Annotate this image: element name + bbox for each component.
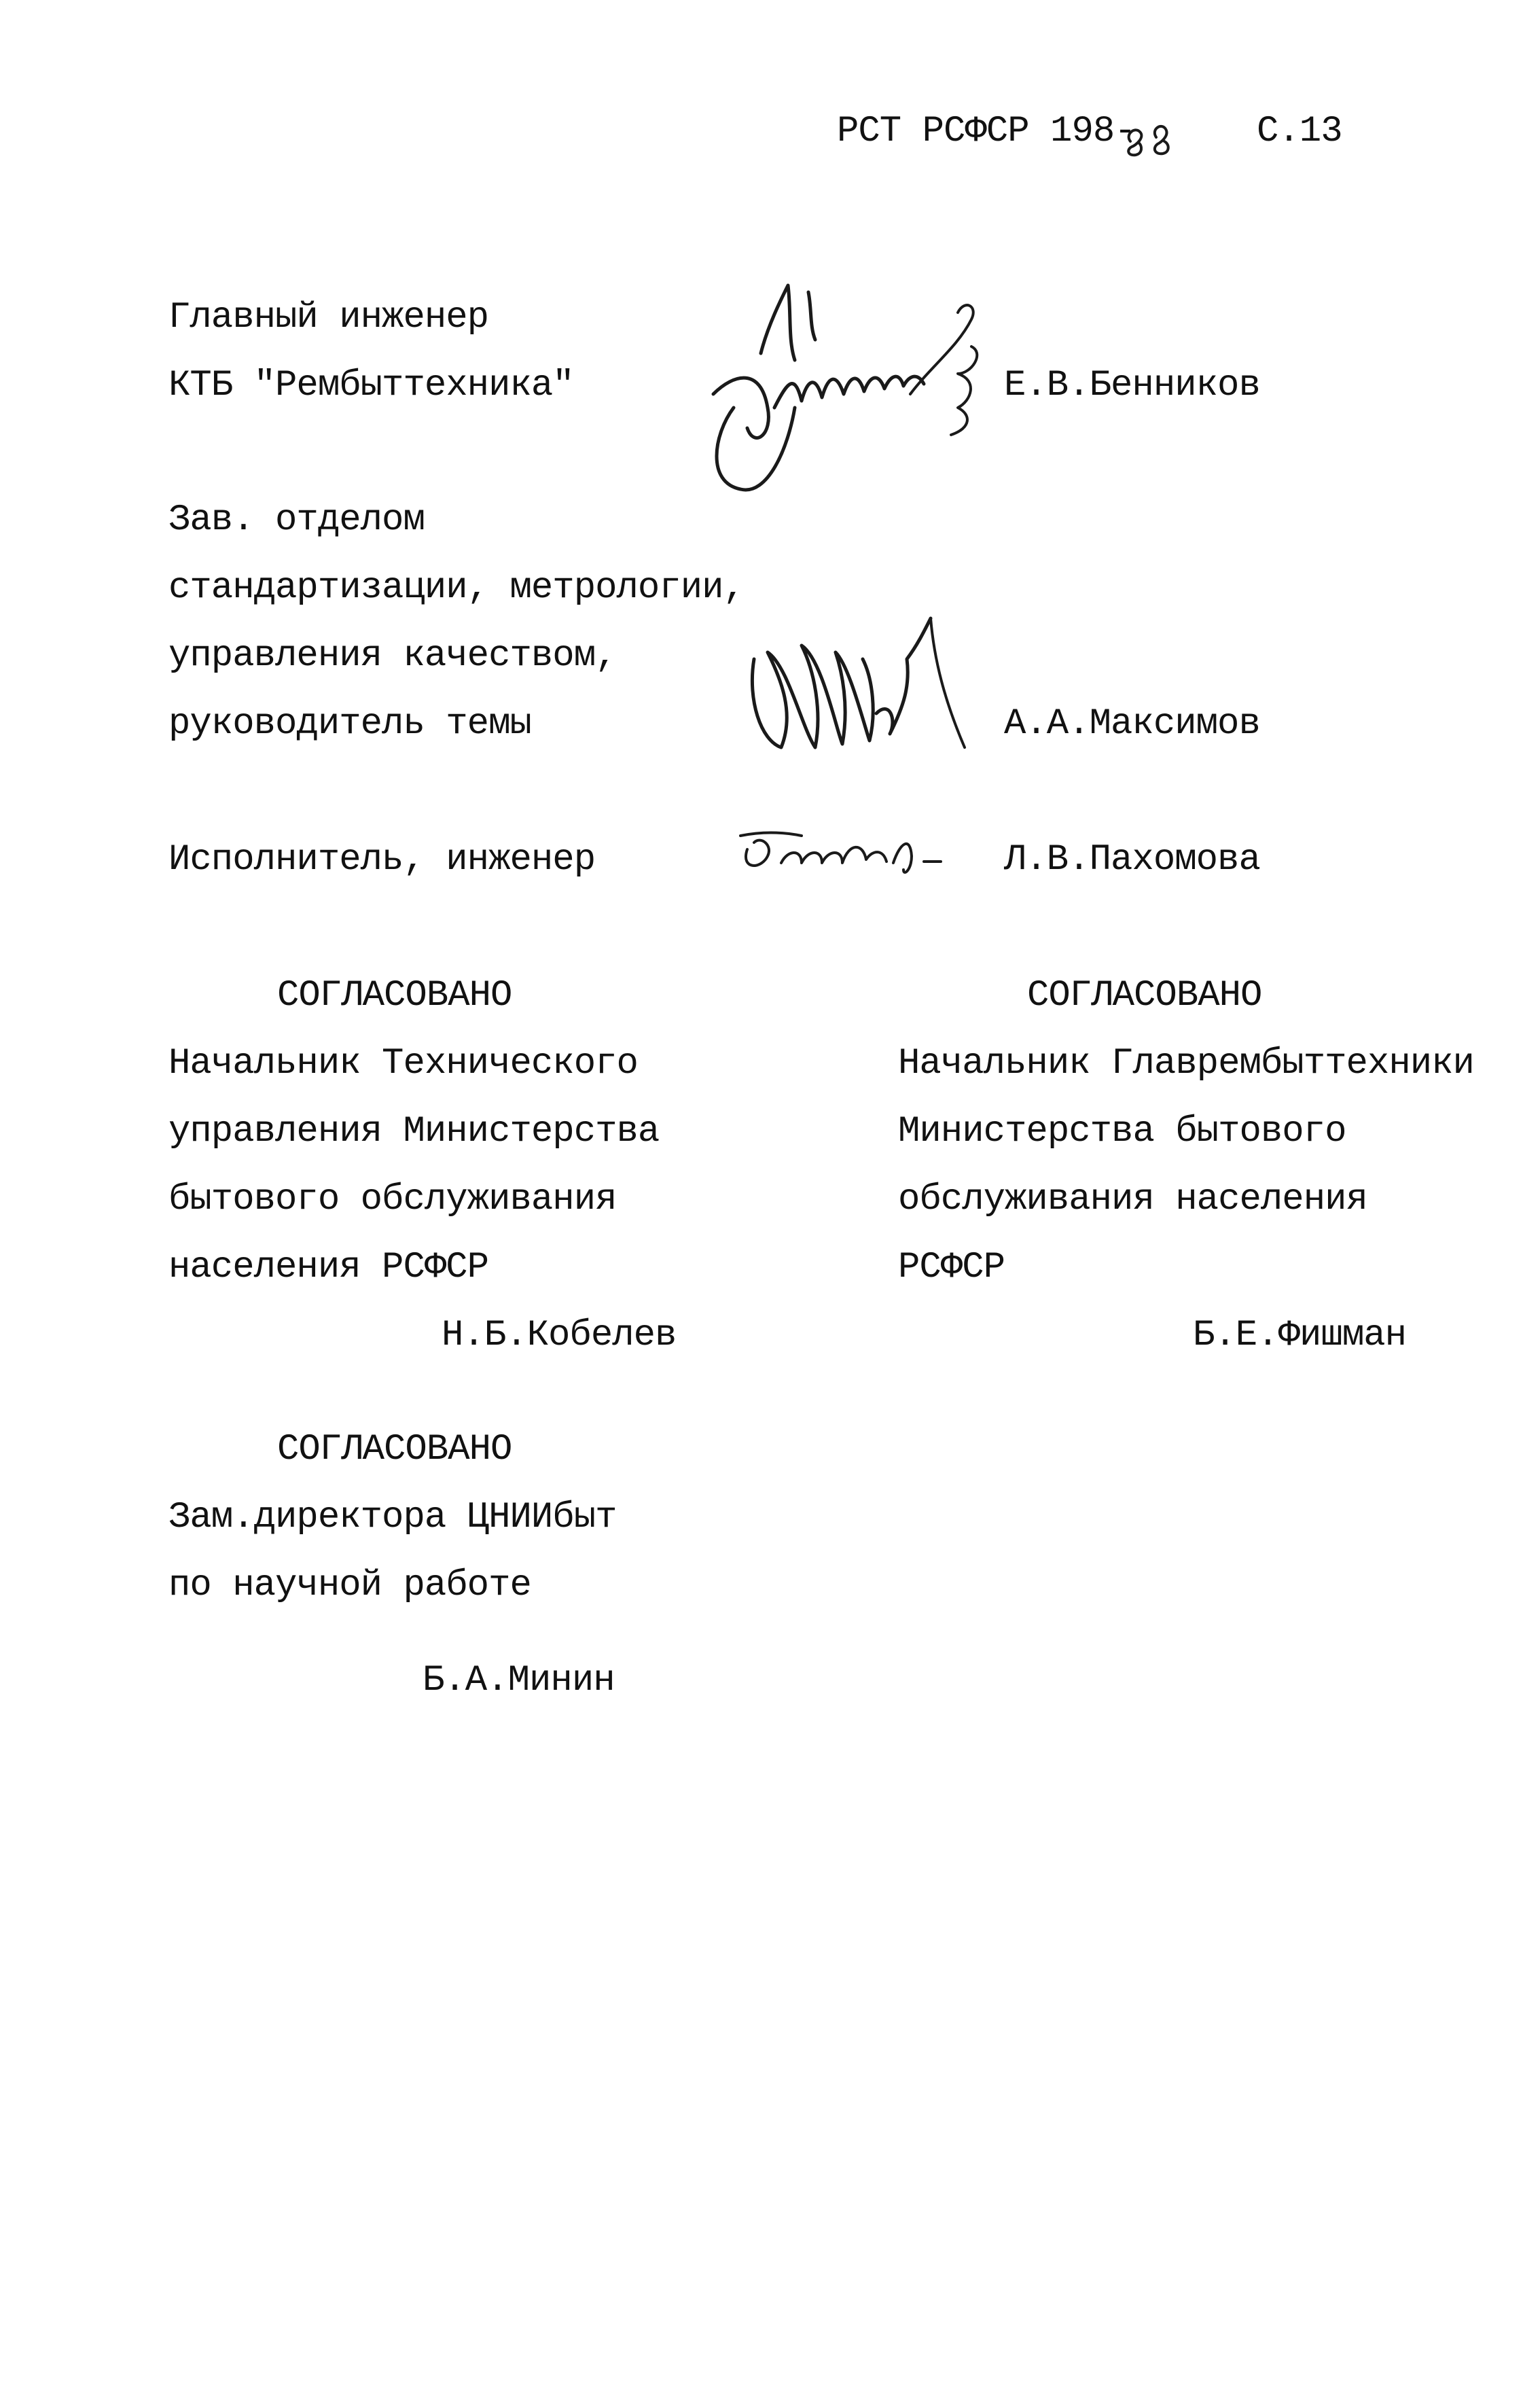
approval-right-heading: СОГЛАСОВАНО <box>1027 975 1262 1016</box>
benikov-signature <box>686 272 1039 503</box>
approval-bottom-line-1: Зам.директора ЦНИИбыт <box>168 1497 617 1538</box>
chief-engineer-title-2: КТБ "Рембыттехника" <box>168 365 574 406</box>
pakhomova-signature <box>734 822 965 883</box>
approval-right-line-4: РСФСР <box>898 1247 1005 1288</box>
approval-right-line-3: обслуживания населения <box>898 1179 1367 1220</box>
department-head-title-4: руководитель темы <box>168 703 531 745</box>
approval-right-line-2: Министерства бытового <box>898 1111 1346 1152</box>
department-head-title-2: стандартизации, метрологии, <box>168 567 745 609</box>
approval-bottom-line-2: по научной работе <box>168 1565 531 1606</box>
approval-left-line-4: населения РСФСР <box>168 1247 489 1288</box>
approval-right-line-1: Начальник Главрембыттехники <box>898 1043 1474 1084</box>
handwritten-year-signature <box>1122 114 1197 162</box>
approval-bottom-name: Б.А.Минин <box>423 1660 615 1701</box>
approval-right-name: Б.Е.Фишман <box>1193 1315 1407 1356</box>
maksimov-signature <box>740 605 971 768</box>
approval-left-line-2: управления Министерства <box>168 1111 660 1152</box>
department-head-name: А.А.Максимов <box>1004 703 1260 745</box>
approval-left-line-1: Начальник Технического <box>168 1043 638 1084</box>
executor-name: Л.В.Пахомова <box>1004 839 1260 881</box>
approval-bottom-heading: СОГЛАСОВАНО <box>277 1429 512 1470</box>
approval-left-name: Н.Б.Кобелев <box>442 1315 677 1356</box>
approval-left-heading: СОГЛАСОВАНО <box>277 975 512 1016</box>
chief-engineer-title-1: Главный инженер <box>168 297 489 338</box>
approval-left-line-3: бытового обслуживания <box>168 1179 617 1220</box>
doc-code: РСТ РСФСР 198- <box>837 111 1136 152</box>
chief-engineer-name: Е.В.Бенников <box>1004 365 1260 406</box>
executor-title: Исполнитель, инженер <box>168 839 596 881</box>
page-number: С.13 <box>1257 111 1342 152</box>
department-head-title-3: управления качеством, <box>168 635 617 677</box>
department-head-title-1: Зав. отделом <box>168 499 425 541</box>
